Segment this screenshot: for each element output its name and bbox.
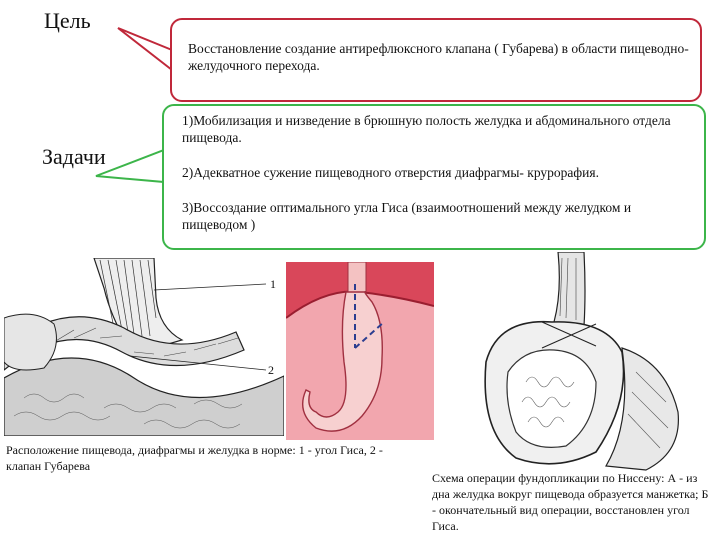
tasks-label: Задачи: [42, 144, 106, 169]
tasks-callout: [162, 104, 706, 250]
figure-caption-normal: Расположение пищевода, диафрагмы и желудка в норме: 1 - угол Гиса, 2 - клапан Губарева: [6, 443, 383, 473]
task-item-1: 1)Мобилизация и низведение в брюшную полость желудка и абдоминального отдела пищевода.: [182, 113, 671, 145]
goal-label: Цель: [44, 8, 91, 33]
task-item-3: 3)Воссоздание оптимального угла Гиса (взаимоотношений между желудком и пищеводом ): [182, 200, 632, 232]
goal-text: Восстановление создание антирефлюксного клапана ( Губарева) в области пищеводно-желудочного перехода.: [188, 41, 689, 73]
callout-number-2: 2: [268, 363, 274, 377]
nissen-sketch: [446, 252, 706, 476]
stomach-illustration: [286, 262, 434, 440]
goal-callout: [170, 18, 702, 102]
anatomy-sketch-normal: [4, 258, 284, 436]
figure-caption-nissen: Схема операции фундопликации по Ниссену: А - из дна желудка вокруг пищевода образуется манжетка; Б - окончательный вид операции, восстановлен угол Гиса.: [432, 471, 709, 533]
callout-number-1: 1: [270, 277, 276, 291]
task-item-2: 2)Адекватное сужение пищеводного отверстия диафрагмы- крурорафия.: [182, 165, 599, 180]
